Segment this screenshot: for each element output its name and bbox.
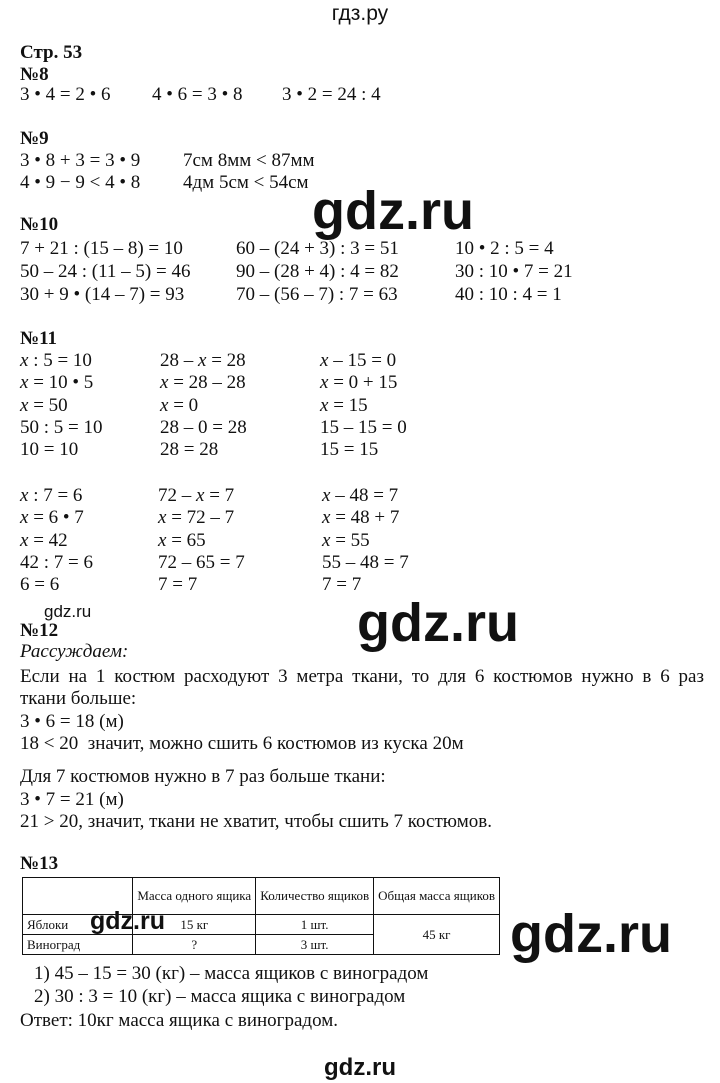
equation-line: 42 : 7 = 6 bbox=[20, 551, 93, 573]
equation-line: x = 48 + 7 bbox=[322, 507, 400, 529]
equation-line: x = 28 – 28 bbox=[160, 372, 246, 394]
equation-line: x : 5 = 10 bbox=[20, 350, 92, 371]
equation-line: x : 7 = 6 bbox=[20, 485, 83, 506]
task-10-line: 60 – (24 + 3) : 3 = 51 bbox=[236, 238, 399, 259]
equation-line: 15 – 15 = 0 bbox=[320, 416, 407, 438]
task-10-line: 30 + 9 • (14 – 7) = 93 bbox=[20, 284, 185, 305]
task-12-line: 3 • 7 = 21 (м) bbox=[20, 789, 124, 810]
equation-line: x – 48 = 7 bbox=[322, 485, 399, 506]
table-cell: 15 кг bbox=[133, 915, 256, 935]
task-13-answer: Ответ: 10кг масса ящика с виноградом. bbox=[20, 1010, 338, 1031]
equation-line: x = 6 • 7 bbox=[20, 507, 84, 529]
table-cell-total: 45 кг bbox=[374, 915, 500, 955]
task-13-step: 2) 30 : 3 = 10 (кг) – масса ящика с виноградом bbox=[34, 986, 406, 1007]
task-8-item: 3 • 4 = 2 • 6 bbox=[20, 84, 111, 105]
task-12-line: 3 • 6 = 18 (м) bbox=[20, 711, 124, 732]
equation-line: 55 – 48 = 7 bbox=[322, 551, 409, 573]
task-10-line: 70 – (56 – 7) : 7 = 63 bbox=[236, 284, 398, 305]
watermark-big: gdz.ru bbox=[312, 181, 474, 241]
equation-line: x = 0 bbox=[160, 394, 199, 416]
equation-line: 28 = 28 bbox=[160, 439, 219, 461]
table-cell: Виноград bbox=[23, 935, 133, 955]
watermark-table: gdz.ru bbox=[90, 907, 165, 935]
equation-line: x – 15 = 0 bbox=[320, 350, 397, 371]
watermark-big: gdz.ru bbox=[510, 904, 672, 964]
watermark-big: gdz.ru bbox=[357, 593, 519, 653]
site-header: гдз.ру bbox=[331, 2, 389, 25]
equation-line: x = 65 bbox=[158, 529, 206, 551]
task-12-line: ткани больше: bbox=[20, 688, 137, 709]
task-10-line: 10 • 2 : 5 = 4 bbox=[455, 238, 554, 259]
page-ref: Стр. 53 bbox=[20, 42, 83, 63]
equation-line: x = 50 bbox=[20, 394, 68, 416]
equation-line: x = 10 • 5 bbox=[20, 372, 94, 394]
task-12-intro: Рассуждаем: bbox=[20, 641, 129, 662]
task-8-item: 4 • 6 = 3 • 8 bbox=[152, 84, 243, 105]
task-9-line: 4дм 5см < 54см bbox=[183, 172, 309, 193]
equation-line: x = 72 – 7 bbox=[158, 507, 235, 529]
task-9-line: 7см 8мм < 87мм bbox=[183, 150, 315, 171]
table-header: Общая масса ящиков bbox=[374, 878, 500, 915]
task-10-line: 40 : 10 : 4 = 1 bbox=[455, 284, 562, 305]
table-header: Масса одного ящика bbox=[133, 878, 256, 915]
equation-line: 7 = 7 bbox=[158, 574, 198, 596]
table-header: Количество ящиков bbox=[256, 878, 374, 915]
task-9-line: 3 • 8 + 3 = 3 • 9 bbox=[20, 150, 141, 171]
table-cell: 1 шт. bbox=[256, 915, 374, 935]
task-8-item: 3 • 2 = 24 : 4 bbox=[282, 84, 381, 105]
task-10-line: 90 – (28 + 4) : 4 = 82 bbox=[236, 261, 399, 282]
table-cell: 3 шт. bbox=[256, 935, 374, 955]
task-10-line: 50 – 24 : (11 – 5) = 46 bbox=[20, 261, 191, 282]
equation-line: 6 = 6 bbox=[20, 574, 60, 596]
task-8-title: №8 bbox=[20, 64, 49, 85]
equation-line: x = 55 bbox=[322, 529, 370, 551]
task-12-line: Если на 1 костюм расходуют 3 метра ткани, то для 6 костюмов нужно в 6 раз bbox=[20, 666, 704, 687]
equation-line: 10 = 10 bbox=[20, 439, 79, 461]
equation-line: 50 : 5 = 10 bbox=[20, 416, 103, 438]
table-cell: ? bbox=[133, 935, 256, 955]
task-13-step: 1) 45 – 15 = 30 (кг) – масса ящиков с виноградом bbox=[34, 963, 429, 984]
watermark-footer: gdz.ru bbox=[324, 1054, 396, 1081]
equation-line: 15 = 15 bbox=[320, 439, 379, 461]
task-10-title: №10 bbox=[20, 214, 59, 235]
equation-line: 28 – x = 28 bbox=[160, 350, 246, 371]
equation-line: 28 – 0 = 28 bbox=[160, 416, 247, 438]
task-10-line: 7 + 21 : (15 – 8) = 10 bbox=[20, 238, 183, 259]
equation-line: x = 15 bbox=[320, 394, 368, 416]
task-10-line: 30 : 10 • 7 = 21 bbox=[455, 261, 573, 282]
task-12-line: 18 < 20 значит, можно сшить 6 костюмов из куска 20м bbox=[20, 733, 464, 754]
task-12-line: 21 > 20, значит, ткани не хватит, чтобы сшить 7 костюмов. bbox=[20, 811, 492, 832]
task-13-title: №13 bbox=[20, 853, 59, 874]
task-9-line: 4 • 9 − 9 < 4 • 8 bbox=[20, 172, 141, 193]
task-9-title: №9 bbox=[20, 128, 49, 149]
task-11-title: №11 bbox=[20, 328, 58, 349]
task-12-title: №12 bbox=[20, 620, 59, 641]
watermark-tiny: gdz.ru bbox=[44, 602, 92, 621]
equation-line: 72 – 65 = 7 bbox=[158, 551, 245, 573]
task-12-line: Для 7 костюмов нужно в 7 раз больше ткани: bbox=[20, 766, 386, 787]
equation-line: 7 = 7 bbox=[322, 574, 362, 596]
equation-line: x = 42 bbox=[20, 529, 68, 551]
equation-line: x = 0 + 15 bbox=[320, 372, 398, 394]
equation-line: 72 – x = 7 bbox=[158, 485, 235, 506]
table-cell: Яблоки bbox=[23, 915, 133, 935]
